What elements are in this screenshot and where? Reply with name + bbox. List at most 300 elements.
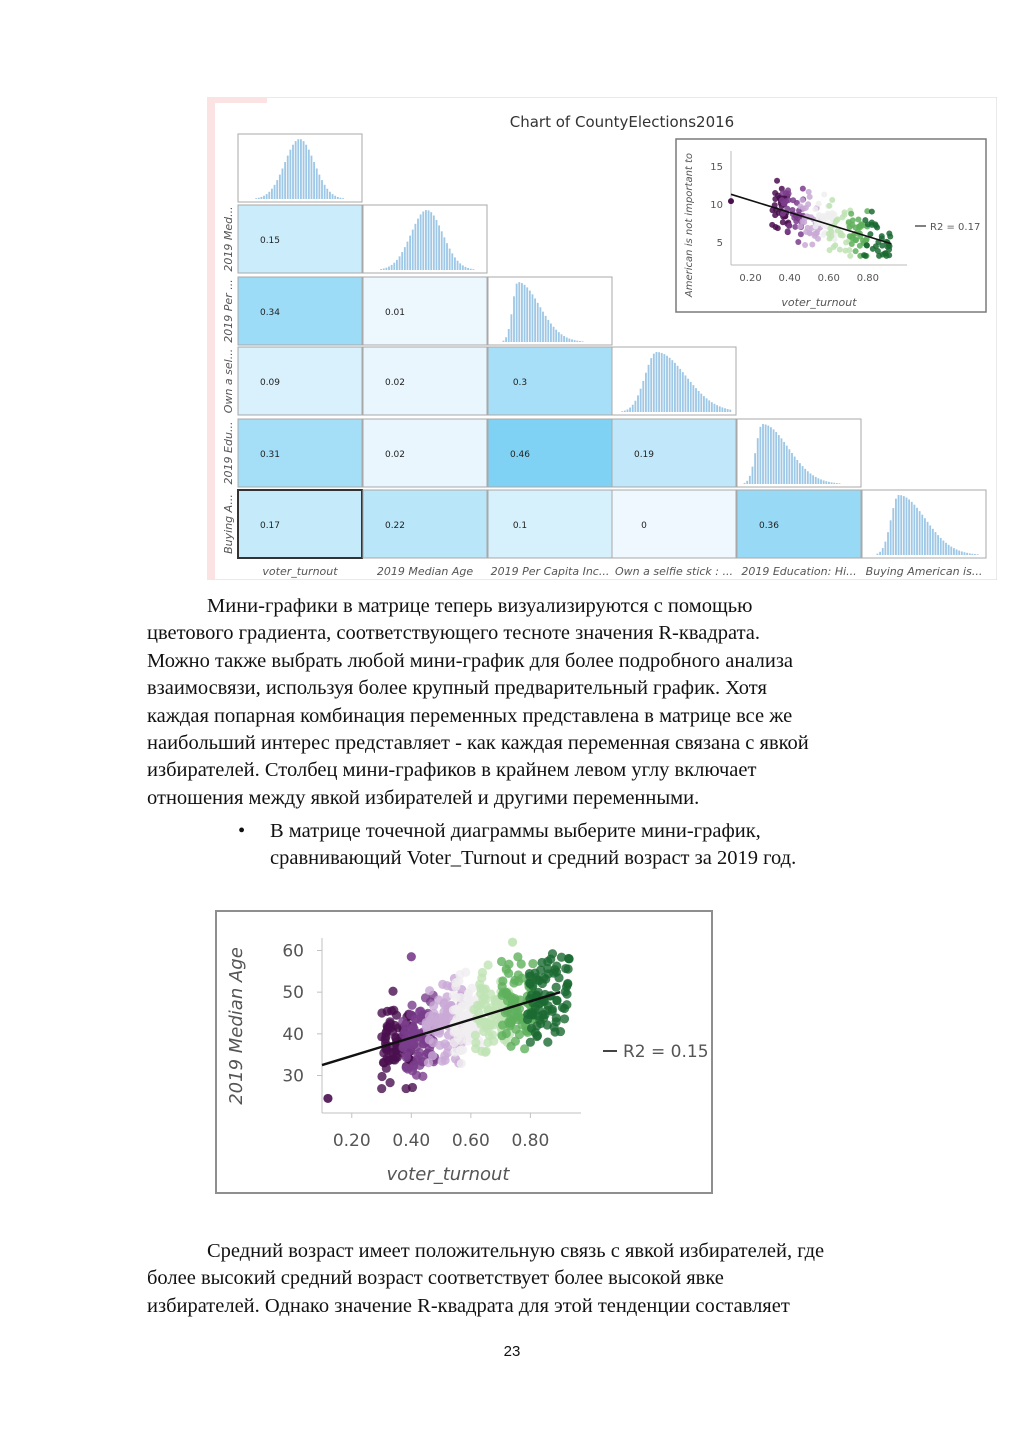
histogram-bar: [255, 198, 257, 199]
scatter-point: [506, 1015, 515, 1024]
histogram-bar: [882, 548, 884, 555]
histogram-bar: [762, 424, 764, 484]
scatter-point: [401, 1026, 410, 1035]
scatter-point: [504, 969, 513, 978]
scatter-point: [513, 952, 522, 961]
scatter-point: [478, 968, 487, 977]
histogram-bar: [658, 352, 660, 412]
r2-cell: [238, 205, 362, 273]
histogram-bar: [303, 141, 305, 199]
inset-point: [831, 244, 837, 250]
histogram-bar: [568, 339, 570, 342]
histogram-bar: [510, 314, 512, 342]
inset-point: [848, 211, 854, 217]
histogram-bar: [441, 231, 443, 270]
inset-point: [826, 203, 832, 209]
histogram-bar: [908, 499, 910, 555]
y-axis-label: Buying A...: [222, 494, 235, 554]
y-tick-label: 50: [282, 983, 304, 1004]
histogram-bar: [674, 363, 676, 412]
histogram-bar: [503, 341, 505, 342]
histogram-bar: [682, 372, 684, 412]
inset-y-label: American is not important to: [684, 152, 695, 298]
histogram-bar: [582, 341, 584, 342]
x-axis-label: 2019 Median Age: [376, 565, 474, 578]
histogram-bar: [399, 256, 401, 270]
inset-point: [827, 236, 833, 242]
inset-point: [872, 221, 878, 227]
inset-point: [780, 190, 786, 196]
histogram-bar: [913, 505, 915, 555]
scatter-point: [546, 955, 555, 964]
histogram-bar: [380, 269, 382, 270]
histogram-bar: [778, 435, 780, 484]
r2-value: 0.34: [259, 308, 281, 318]
histogram-bar: [794, 457, 796, 484]
x-axis-label: 2019 Per Capita Inc...: [490, 565, 610, 578]
scatter-point: [415, 1048, 424, 1057]
y-axis-label: 2019 Edu...: [222, 421, 235, 485]
scatter-point: [469, 1005, 478, 1014]
scatter-point: [535, 976, 544, 985]
scatter-point: [483, 960, 492, 969]
histogram-bar: [313, 162, 315, 199]
inset-point: [819, 214, 825, 220]
histogram-bar: [383, 269, 385, 270]
scatter-point: [557, 953, 566, 962]
histogram-bar: [724, 408, 726, 412]
paragraph-line: Средний возраст имеет положительную связь с явкой избирателей, где: [207, 1240, 825, 1262]
inset-point: [843, 240, 849, 246]
inset-point: [886, 247, 892, 253]
histogram-bar: [422, 212, 424, 270]
inset-y-tick: 15: [710, 162, 723, 174]
scatter-point: [456, 1046, 465, 1055]
inset-x-tick: 0.80: [856, 273, 880, 284]
inset-point: [786, 223, 792, 229]
histogram-bar: [547, 320, 549, 342]
scatter-point: [498, 988, 507, 997]
inset-point: [835, 216, 841, 222]
histogram-bar: [472, 269, 474, 270]
histogram-bar: [799, 463, 801, 484]
scatter-point: [497, 1031, 506, 1040]
r2-value: 0.02: [384, 378, 406, 388]
histogram-bar: [663, 354, 665, 412]
histogram-bar: [971, 554, 973, 555]
x-axis-label: 2019 Education: Hi...: [741, 565, 857, 578]
histogram-bar: [518, 282, 520, 342]
histogram-bar: [558, 332, 560, 342]
scatter-point: [452, 993, 461, 1002]
inset-point: [813, 230, 819, 236]
inset-y-tick: 10: [710, 200, 723, 212]
histogram-bar: [508, 329, 510, 342]
scatter-point: [552, 996, 561, 1005]
histogram-bar: [781, 438, 783, 484]
paragraph-line: наибольший интерес представляет - как каждая переменная связана с явкой: [147, 732, 809, 755]
r2-value: 0.19: [633, 450, 655, 460]
histogram-bar: [932, 529, 934, 555]
inset-point: [805, 225, 811, 231]
histogram-bar: [342, 198, 344, 199]
histogram-bar: [329, 192, 331, 199]
r2-value: 0.15: [259, 236, 281, 246]
paragraph-line: избирателей. Столбец мини-графиков в крайнем левом углу включает: [147, 759, 757, 782]
histogram-bar: [752, 467, 754, 484]
y-axis-title: 2019 Median Age: [226, 947, 247, 1105]
inset-point: [793, 218, 799, 224]
histogram-bar: [828, 482, 830, 484]
histogram-bar: [524, 285, 526, 342]
scatter-point: [533, 1031, 542, 1040]
r2-cell: [238, 347, 362, 415]
histogram-bar: [467, 268, 469, 270]
x-axis-label: Own a selfie stick : ...: [615, 565, 733, 578]
histogram-bar: [321, 180, 323, 199]
histogram-bar: [526, 287, 528, 342]
chart-title: Chart of CountyElections2016: [509, 113, 735, 131]
histogram-bar: [700, 394, 702, 412]
scatter-point: [543, 964, 552, 973]
inset-point: [816, 201, 822, 207]
x-axis-label: voter_turnout: [262, 565, 338, 578]
histogram-bar: [430, 212, 432, 270]
inset-point: [785, 228, 791, 234]
histogram-bar: [671, 360, 673, 412]
histogram-bar: [773, 429, 775, 484]
paragraph-line: каждая попарная комбинация переменных представлена в матрице все же: [147, 704, 793, 727]
r2-value: 0.46: [509, 450, 531, 460]
histogram-bar: [786, 446, 788, 484]
r2-cell: [363, 277, 487, 345]
histogram-bar: [300, 139, 302, 199]
r2-cell: [238, 490, 362, 558]
x-tick-label: 0.40: [392, 1131, 431, 1151]
histogram-bar: [929, 525, 931, 555]
histogram-bar: [409, 236, 411, 270]
histogram-bar: [428, 210, 430, 270]
scatter-point: [443, 981, 452, 990]
paragraph-line: избирателей. Однако значение R-квадрата для этой тенденции составляет: [147, 1294, 790, 1317]
histogram-bar: [825, 481, 827, 484]
histogram-bar: [744, 483, 746, 484]
scatter-point: [467, 984, 476, 993]
histogram-bar: [545, 316, 547, 342]
scatter-point: [384, 1056, 393, 1065]
histogram-bar: [935, 532, 937, 555]
paragraph-line: Мини-графики в матрице теперь визуализируются с помощью: [207, 595, 753, 617]
r2-value: 0.31: [259, 450, 281, 460]
histogram-bar: [820, 479, 822, 484]
histogram-bar: [690, 382, 692, 412]
inset-point: [800, 186, 806, 192]
median-age-scatter-figure: [215, 910, 713, 1194]
histogram-bar: [576, 341, 578, 342]
histogram-bar: [767, 426, 769, 484]
scatter-point: [534, 1011, 543, 1020]
paragraph-2: [147, 1238, 947, 1320]
histogram-bar: [956, 549, 958, 555]
histogram-bar: [534, 298, 536, 342]
scatter-point: [323, 1094, 332, 1103]
paragraph-line: более высокий средний возраст соответствует более высокой явке: [147, 1267, 724, 1290]
scatter-point: [463, 1023, 472, 1032]
scatter-point: [377, 1084, 386, 1093]
histogram-bar: [388, 267, 390, 270]
inset-point: [829, 210, 835, 216]
histogram-bar: [727, 409, 729, 412]
histogram-bar: [446, 243, 448, 270]
histogram-bar: [563, 336, 565, 342]
histogram-bar: [729, 410, 731, 412]
histogram-bar: [391, 265, 393, 270]
histogram-bar: [396, 260, 398, 270]
histogram-bar: [561, 334, 563, 342]
x-axis-title: voter_turnout: [386, 1164, 510, 1185]
inset-legend: R2 = 0.17: [930, 222, 981, 233]
r2-cell: [612, 419, 736, 487]
histogram-bar: [698, 391, 700, 412]
histogram-bar: [425, 210, 427, 270]
r2-value: 0.17: [259, 521, 281, 531]
inset-point: [809, 242, 815, 248]
histogram-bar: [436, 220, 438, 270]
histogram-bar: [287, 156, 289, 199]
histogram-bar: [703, 396, 705, 412]
histogram-bar: [708, 400, 710, 412]
histogram-bar: [454, 257, 456, 270]
histogram-bar: [308, 150, 310, 199]
histogram-bar: [407, 242, 409, 270]
histogram-bar: [337, 197, 339, 199]
x-tick-label: 0.20: [332, 1131, 371, 1151]
histogram-bar: [640, 389, 642, 412]
inset-point: [799, 197, 805, 203]
histogram-bar: [759, 427, 761, 484]
histogram-bar: [958, 551, 960, 555]
histogram-bar: [566, 337, 568, 342]
inset-point: [847, 224, 853, 230]
histogram-bar: [650, 358, 652, 412]
histogram-bar: [716, 405, 718, 412]
paragraph-line: Можно также выбрать любой мини-график для более подробного анализа: [147, 649, 794, 672]
histogram-bar: [318, 175, 320, 199]
scatter-point: [385, 1078, 394, 1087]
histogram-bar: [284, 162, 286, 199]
histogram-bar: [836, 483, 838, 484]
histogram-bar: [900, 495, 902, 555]
histogram-bar: [505, 337, 507, 342]
histogram-bar: [401, 252, 403, 270]
scatter-point: [422, 1023, 431, 1032]
inset-point: [795, 239, 801, 245]
histogram-bar: [754, 453, 756, 484]
scatter-point: [471, 1031, 480, 1040]
inset-point: [864, 242, 870, 248]
histogram-bar: [953, 548, 955, 555]
r2-value: 0.3: [512, 378, 528, 388]
histogram-bar: [634, 401, 636, 412]
histogram-bar: [637, 395, 639, 412]
y-axis-label: 2019 Med...: [222, 206, 235, 272]
histogram-bar: [788, 449, 790, 484]
scatter-point: [508, 938, 517, 947]
histogram-bar: [404, 247, 406, 270]
histogram-bar: [276, 180, 278, 199]
legend-label: R2 = 0.15: [623, 1042, 709, 1062]
histogram-bar: [449, 249, 451, 270]
scatter-point: [408, 1083, 417, 1092]
histogram-bar: [438, 225, 440, 270]
r2-value: 0.01: [384, 308, 406, 318]
inset-point: [797, 223, 803, 229]
histogram-bar: [627, 409, 629, 412]
histogram-bar: [765, 424, 767, 484]
scatter-point: [418, 1072, 427, 1081]
histogram-bar: [516, 284, 518, 342]
scatter-point: [481, 1018, 490, 1027]
histogram-bar: [695, 388, 697, 412]
scatter-point: [552, 983, 561, 992]
histogram-bar: [807, 471, 809, 484]
scatter-point: [526, 1038, 535, 1047]
histogram-bar: [719, 406, 721, 412]
scatter-point: [398, 1017, 407, 1026]
inset-point: [880, 251, 886, 257]
histogram-bar: [414, 224, 416, 270]
histogram-bar: [969, 553, 971, 555]
scatter-point: [556, 1027, 565, 1036]
histogram-bar: [624, 411, 626, 412]
scatter-point: [402, 1063, 411, 1072]
histogram-bar: [537, 303, 539, 342]
r2-cell: [612, 490, 736, 558]
histogram-bar: [945, 543, 947, 555]
y-axis-label: 2019 Per ...: [222, 279, 235, 343]
inset-point: [821, 191, 827, 197]
histogram-bar: [305, 145, 307, 199]
inset-y-tick: 5: [716, 238, 723, 250]
histogram-bar: [433, 216, 435, 270]
histogram-bar: [919, 511, 921, 555]
r2-value: 0.02: [384, 450, 406, 460]
histogram-bar: [833, 483, 835, 484]
scatter-point: [528, 959, 537, 968]
histogram-bar: [802, 466, 804, 484]
histogram-bar: [289, 150, 291, 199]
inset-x-label: voter_turnout: [781, 296, 857, 309]
histogram-bar: [823, 480, 825, 484]
histogram-bar: [550, 324, 552, 342]
inset-point: [837, 247, 843, 253]
histogram-bar: [839, 483, 841, 484]
histogram-bar: [877, 554, 879, 555]
inset-point: [779, 197, 785, 203]
inset-point: [820, 232, 826, 238]
histogram-bar: [274, 185, 276, 199]
scatter-point: [411, 1015, 420, 1024]
histogram-bar: [831, 482, 833, 484]
bullet-marker: •: [238, 820, 246, 842]
histogram-bar: [571, 339, 573, 342]
histogram-bar: [961, 551, 963, 555]
scatter-point: [562, 982, 571, 991]
scatter-point: [407, 952, 416, 961]
r2-value: 0.09: [259, 378, 281, 388]
histogram-bar: [532, 294, 534, 342]
r2-cell: [238, 277, 362, 345]
scatter-point: [461, 968, 470, 977]
histogram-bar: [292, 145, 294, 199]
histogram-bar: [895, 499, 897, 555]
histogram-bar: [810, 473, 812, 484]
inset-point: [769, 222, 775, 228]
r2-cell: [363, 347, 487, 415]
inset-point: [806, 189, 812, 195]
r2-cell: [488, 347, 612, 415]
scatter-point: [425, 986, 434, 995]
histogram-bar: [711, 402, 713, 412]
inset-point: [775, 225, 781, 231]
histogram-bar: [326, 189, 328, 199]
histogram-bar: [666, 356, 668, 412]
histogram-bar: [263, 196, 265, 199]
histogram-bar: [282, 168, 284, 199]
histogram-bar: [964, 552, 966, 555]
histogram-bar: [258, 198, 260, 199]
scatter-point: [515, 1030, 524, 1039]
histogram-bar: [340, 198, 342, 199]
histogram-bar: [804, 469, 806, 484]
histogram-bar: [775, 432, 777, 484]
histogram-bar: [393, 263, 395, 270]
histogram-bar: [316, 168, 318, 199]
histogram-bar: [629, 408, 631, 412]
inset-x-tick: 0.60: [817, 273, 840, 284]
bullet-line: сравнивающий Voter_Turnout и средний возраст за 2019 год.: [270, 847, 797, 870]
scatter-point: [424, 1058, 433, 1067]
scatter-point: [526, 979, 535, 988]
scatter-point: [552, 961, 561, 970]
histogram-bar: [948, 545, 950, 555]
histogram-bar: [817, 478, 819, 484]
inset-point: [797, 203, 803, 209]
histogram-bar: [924, 518, 926, 555]
histogram-bar: [465, 267, 467, 270]
r2-value: 0.1: [512, 521, 528, 531]
histogram-bar: [749, 476, 751, 484]
inset-point: [857, 243, 863, 249]
histogram-bar: [412, 230, 414, 270]
histogram-bar: [977, 554, 979, 555]
inset-point: [886, 252, 892, 258]
histogram-bar: [950, 547, 952, 555]
histogram-bar: [890, 520, 892, 555]
histogram-bar: [884, 542, 886, 555]
inset-point: [798, 231, 804, 237]
histogram-bar: [685, 375, 687, 412]
inset-point: [728, 198, 734, 204]
scatter-point: [481, 995, 490, 1004]
inset-point: [846, 247, 852, 253]
histogram-bar: [927, 522, 929, 555]
histogram-bar: [470, 269, 472, 270]
histogram-bar: [574, 340, 576, 342]
scatter-point: [489, 1037, 498, 1046]
r2-cell: [737, 490, 861, 558]
histogram-bar: [692, 385, 694, 412]
